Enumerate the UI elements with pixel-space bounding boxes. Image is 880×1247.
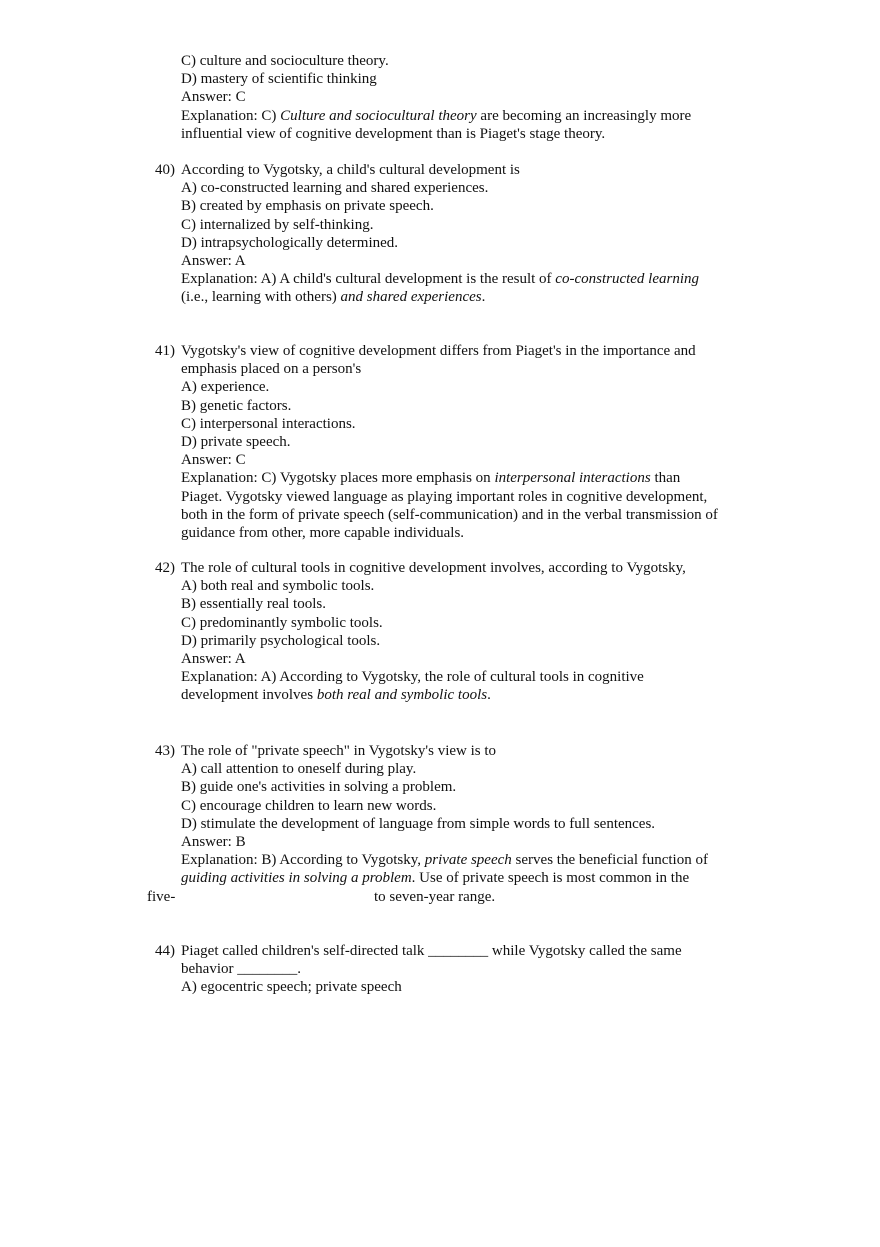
option-b: B) guide one's activities in solving a problem. bbox=[181, 779, 457, 796]
question-stem: 43) The role of "private speech" in Vygotsky's view is to bbox=[155, 743, 497, 759]
question-stem: 42) The role of cultural tools in cognitive development involves, according to Vygotsky, bbox=[155, 560, 686, 576]
question-stem: 44) Piaget called children's self-directed talk ________ while Vygotsky called the same bbox=[155, 943, 682, 959]
explanation-line: Explanation: C) Vygotsky places more emphasis on interpersonal interactions than bbox=[181, 470, 681, 487]
option-a: A) both real and symbolic tools. bbox=[181, 578, 375, 595]
question-40 bbox=[0, 161, 880, 307]
answer: Answer: C bbox=[181, 89, 246, 106]
option-a: A) co-constructed learning and shared experiences. bbox=[181, 180, 489, 197]
option-c: C) internalized by self-thinking. bbox=[181, 216, 374, 233]
answer: Answer: C bbox=[181, 452, 246, 469]
explanation-line: influential view of cognitive development than is Piaget's stage theory. bbox=[181, 125, 606, 142]
explanation-line: Explanation: B) According to Vygotsky, private speech serves the beneficial function of bbox=[181, 852, 708, 869]
option-b: B) created by emphasis on private speech. bbox=[181, 198, 434, 215]
option-c: C) interpersonal interactions. bbox=[181, 415, 356, 432]
question-number: 44) bbox=[155, 943, 175, 959]
explanation-fragment: to seven-year range. bbox=[374, 888, 496, 905]
option-c: C) predominantly symbolic tools. bbox=[181, 614, 383, 631]
answer: Answer: B bbox=[181, 833, 246, 850]
question-stem-cont: behavior ________. bbox=[181, 961, 301, 978]
explanation-line: (i.e., learning with others) and shared experiences. bbox=[181, 289, 486, 306]
option-c: C) encourage children to learn new words. bbox=[181, 797, 437, 814]
option-d: D) stimulate the development of language from simple words to full sentences. bbox=[181, 815, 656, 832]
question-number: 41) bbox=[155, 343, 175, 359]
option-d: D) mastery of scientific thinking bbox=[181, 71, 377, 88]
explanation-line: Explanation: C) Culture and sociocultural theory are becoming an increasingly more bbox=[181, 107, 692, 124]
explanation-line bbox=[0, 888, 880, 906]
question-stem-cont: emphasis placed on a person's bbox=[181, 361, 362, 378]
explanation-line: guiding activities in solving a problem. Use of private speech is most common in the bbox=[181, 870, 690, 887]
option-d: D) primarily psychological tools. bbox=[181, 632, 381, 649]
option-a: A) egocentric speech; private speech bbox=[181, 979, 402, 996]
question-42 bbox=[0, 559, 880, 705]
question-44 bbox=[0, 942, 880, 997]
option-c: C) culture and socioculture theory. bbox=[181, 53, 389, 69]
question-stem: 40) According to Vygotsky, a child's cultural development is bbox=[155, 162, 520, 178]
option-a: A) call attention to oneself during play. bbox=[181, 761, 417, 778]
answer: Answer: A bbox=[181, 252, 246, 269]
question-number: 42) bbox=[155, 560, 175, 576]
question-39-tail bbox=[0, 52, 880, 143]
question-stem: 41) Vygotsky's view of cognitive development differs from Piaget's in the importance and bbox=[155, 343, 696, 359]
answer: Answer: A bbox=[181, 650, 246, 667]
option-d: D) private speech. bbox=[181, 433, 291, 450]
question-43 bbox=[0, 742, 880, 906]
explanation-line: development involves both real and symbolic tools. bbox=[181, 687, 491, 704]
option-d: D) intrapsychologically determined. bbox=[181, 234, 399, 251]
question-41 bbox=[0, 342, 880, 542]
option-b: B) genetic factors. bbox=[181, 397, 292, 414]
option-a: A) experience. bbox=[181, 379, 270, 396]
explanation-line: both in the form of private speech (self-communication) and in the verbal transmission of bbox=[181, 506, 718, 523]
question-number: 43) bbox=[155, 743, 175, 759]
option-b: B) essentially real tools. bbox=[181, 596, 326, 613]
explanation-line: guidance from other, more capable individuals. bbox=[181, 524, 465, 541]
explanation-line: Explanation: A) A child's cultural development is the result of co-constructed learning bbox=[181, 271, 700, 288]
question-number: 40) bbox=[155, 162, 175, 178]
explanation-line: Explanation: A) According to Vygotsky, the role of cultural tools in cognitive bbox=[181, 669, 644, 686]
explanation-line: Piaget. Vygotsky viewed language as playing important roles in cognitive development, bbox=[181, 488, 708, 505]
explanation-fragment: five- bbox=[147, 888, 176, 905]
